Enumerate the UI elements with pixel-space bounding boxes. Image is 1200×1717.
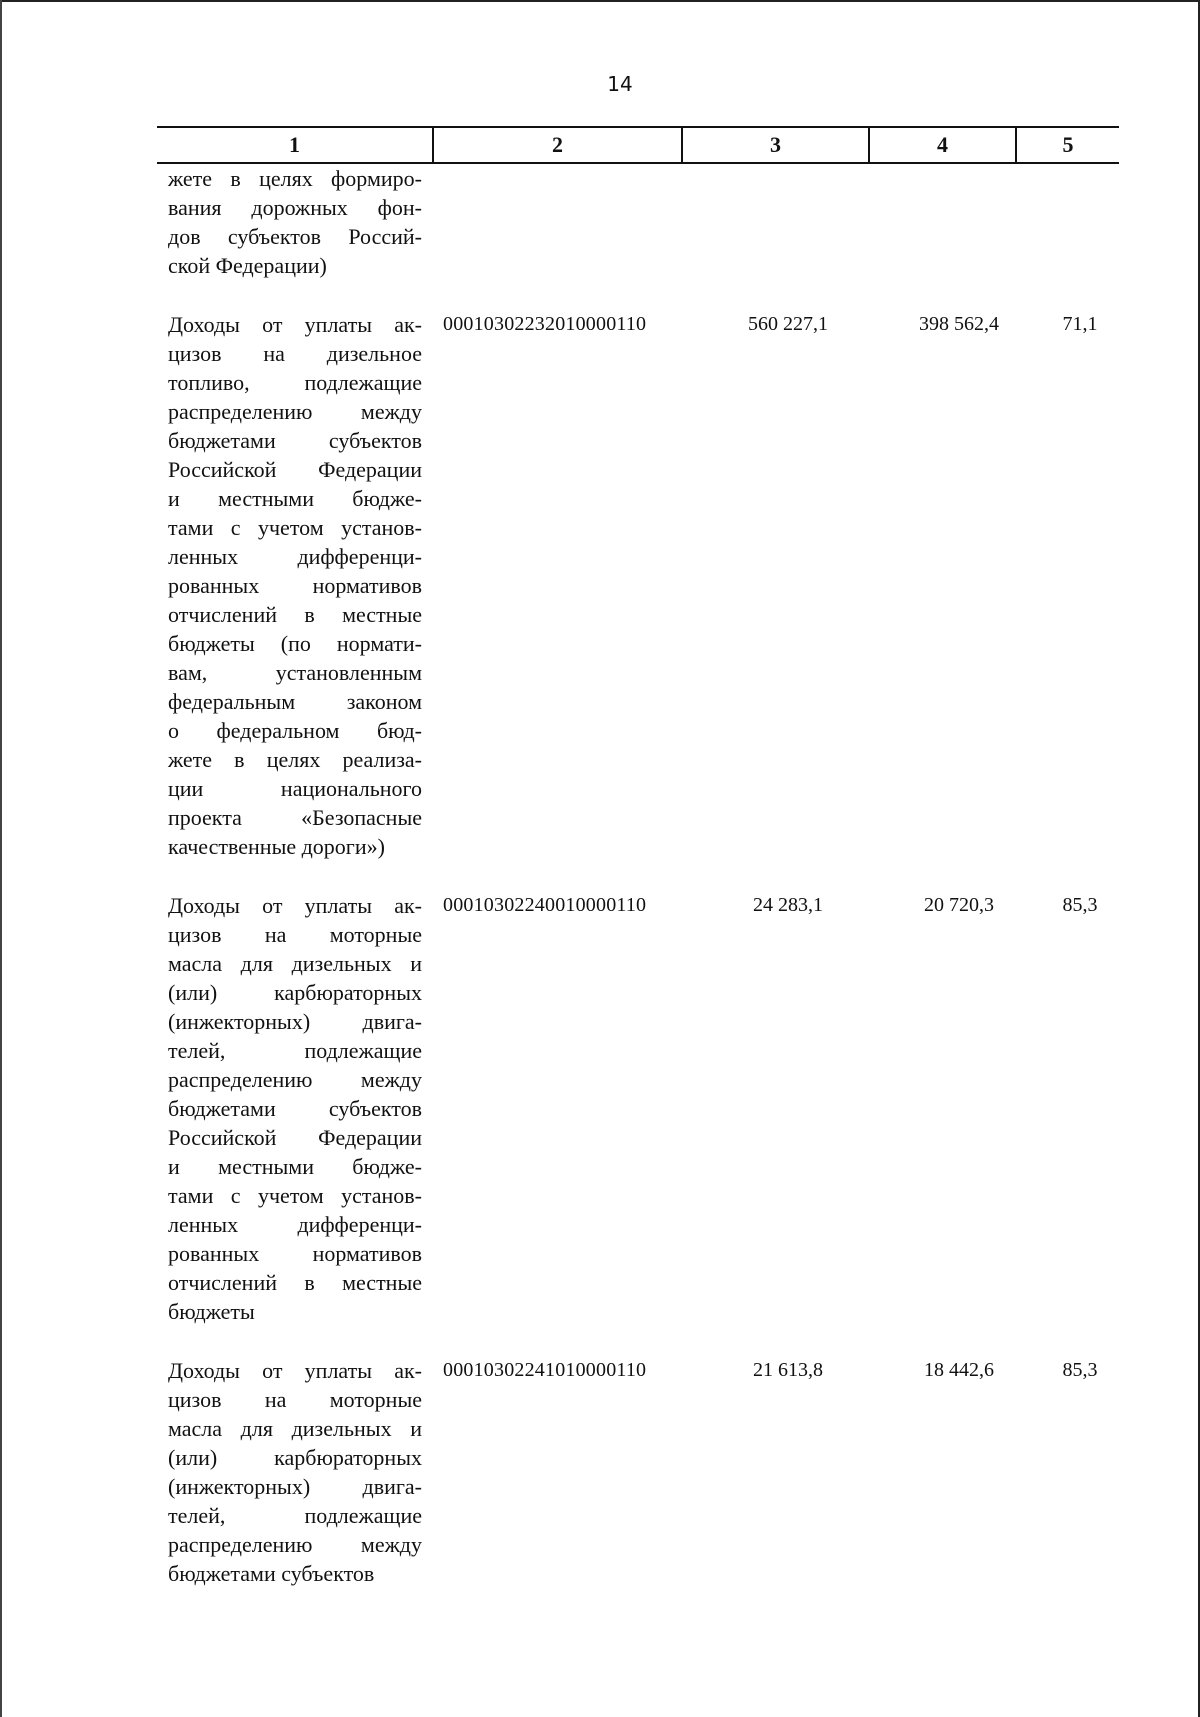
table-row: [168, 164, 1118, 280]
description-line: цизов на моторные: [168, 922, 422, 947]
description-line: (инжекторных) двига-: [168, 1474, 422, 1499]
actual-amount: 20 720,3: [924, 894, 994, 916]
description-line: Доходы от уплаты ак-: [168, 893, 422, 918]
column-header-1: 1: [289, 132, 300, 157]
table-header: [157, 126, 1119, 164]
actual-amount: 398 562,4: [919, 313, 999, 335]
description-line: и местными бюдже-: [168, 486, 422, 511]
description-line: Доходы от уплаты ак-: [168, 1358, 422, 1383]
description-line: ской Федерации): [168, 253, 327, 278]
description-line: рованных нормативов: [168, 573, 422, 598]
table-row: [168, 891, 1118, 1326]
description-line: телей, подлежащие: [168, 1503, 422, 1528]
description-line: вам, установленным: [168, 660, 422, 685]
planned-amount: 21 613,8: [753, 1359, 823, 1381]
description-line: бюджетами субъектов: [168, 1096, 422, 1121]
description-line: проекта «Безопасные: [168, 805, 422, 830]
description-line: топливо, подлежащие: [168, 370, 422, 395]
column-header-5: 5: [1062, 132, 1074, 157]
description-line: распределению между: [168, 1067, 422, 1092]
row-description: [168, 310, 422, 861]
table-row: [168, 310, 1118, 861]
execution-percent: 71,1: [1062, 313, 1098, 335]
scan-edge-top: [0, 0, 1200, 2]
classification-code: 00010302241010000110: [443, 1359, 647, 1381]
description-line: бюджетами субъектов: [168, 428, 422, 453]
description-line: Российской Федерации: [168, 457, 422, 482]
description-line: и местными бюдже-: [168, 1154, 422, 1179]
execution-percent: 85,3: [1062, 894, 1098, 916]
description-line: цизов на моторные: [168, 1387, 422, 1412]
description-line: федеральным законом: [168, 689, 422, 714]
actual-amount: 18 442,6: [924, 1359, 994, 1381]
description-line: масла для дизельных и: [168, 1416, 422, 1441]
column-header-3: 3: [770, 132, 781, 157]
page-number: 14: [607, 72, 633, 96]
classification-code: 00010302240010000110: [443, 894, 647, 916]
column-header-4: 4: [937, 132, 948, 157]
description-line: ции национального: [168, 776, 422, 801]
description-line: вания дорожных фон-: [168, 195, 422, 220]
table-row: [168, 1356, 1118, 1588]
description-line: бюджетами субъектов: [168, 1561, 375, 1586]
row-description: [168, 1356, 422, 1588]
description-line: рованных нормативов: [168, 1241, 422, 1266]
description-line: качественные дороги»): [168, 834, 385, 859]
description-line: отчислений в местные: [168, 602, 422, 627]
execution-percent: 85,3: [1062, 1359, 1098, 1381]
description-line: о федеральном бюд-: [168, 718, 422, 743]
scan-edge-left: [0, 0, 2, 1717]
planned-amount: 560 227,1: [748, 313, 828, 335]
description-line: ленных дифференци-: [168, 1212, 422, 1237]
classification-code: 00010302232010000110: [443, 313, 647, 335]
row-description: [168, 891, 422, 1326]
description-line: тами с учетом установ-: [168, 1183, 422, 1208]
description-line: дов субъектов Россий-: [168, 224, 422, 249]
description-line: ленных дифференци-: [168, 544, 422, 569]
description-line: бюджеты: [168, 1299, 255, 1324]
description-line: жете в целях формиро-: [168, 166, 422, 191]
description-line: телей, подлежащие: [168, 1038, 422, 1063]
description-line: Российской Федерации: [168, 1125, 422, 1150]
table-body: [168, 164, 1118, 1618]
description-line: распределению между: [168, 1532, 422, 1557]
description-line: Доходы от уплаты ак-: [168, 312, 422, 337]
description-line: тами с учетом установ-: [168, 515, 422, 540]
description-line: отчислений в местные: [168, 1270, 422, 1295]
column-header-2: 2: [552, 132, 563, 157]
description-line: распределению между: [168, 399, 422, 424]
description-line: (или) карбюраторных: [168, 980, 422, 1005]
description-line: бюджеты (по нормати-: [168, 631, 422, 656]
description-line: (инжекторных) двига-: [168, 1009, 422, 1034]
description-line: масла для дизельных и: [168, 951, 422, 976]
description-line: жете в целях реализа-: [168, 747, 422, 772]
description-line: (или) карбюраторных: [168, 1445, 422, 1470]
planned-amount: 24 283,1: [753, 894, 823, 916]
description-line: цизов на дизельное: [168, 341, 422, 366]
row-description: [168, 164, 422, 280]
